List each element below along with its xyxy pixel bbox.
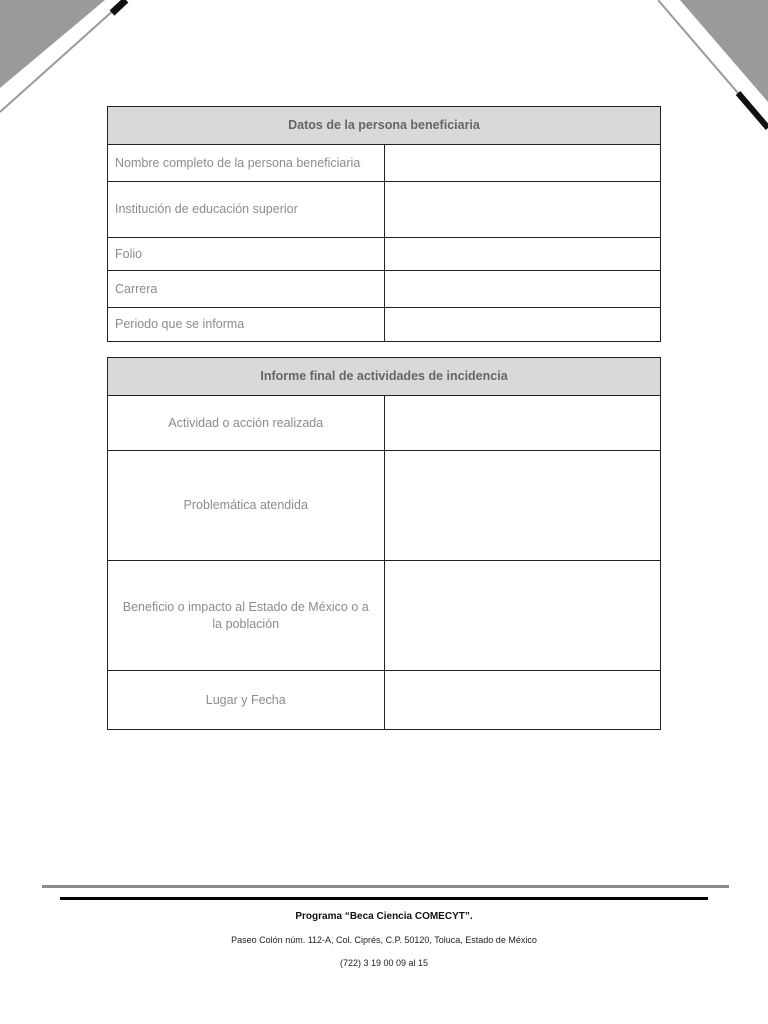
- label-folio: Folio: [108, 238, 385, 271]
- field-problem[interactable]: [384, 451, 661, 561]
- field-place-date[interactable]: [384, 671, 661, 730]
- label-period: Periodo que se informa: [108, 308, 385, 342]
- footer-divider-gray: [42, 885, 729, 888]
- final-report-table: [107, 357, 661, 730]
- report-table-header: Informe final de actividades de incidencia: [108, 358, 661, 396]
- label-activity: Actividad o acción realizada: [108, 396, 385, 451]
- label-benefit: Beneficio o impacto al Estado de México o a la población: [108, 561, 385, 671]
- label-institution: Institución de educación superior: [108, 182, 385, 238]
- field-career[interactable]: [384, 271, 661, 308]
- beneficiary-table-header: Datos de la persona beneficiaria: [108, 107, 661, 145]
- field-benefit[interactable]: [384, 561, 661, 671]
- footer-phone: (722) 3 19 00 09 al 15: [339, 958, 429, 968]
- field-full-name[interactable]: [384, 145, 661, 182]
- footer-program-title: Programa “Beca Ciencia COMECYT”.: [295, 911, 473, 922]
- label-problem: Problemática atendida: [108, 451, 385, 561]
- label-career: Carrera: [108, 271, 385, 308]
- footer-divider-black: [60, 897, 708, 900]
- footer-address: Paseo Colón núm. 112-A, Col. Ciprés, C.P. 50120, Toluca, Estado de México: [231, 935, 537, 945]
- field-period[interactable]: [384, 308, 661, 342]
- field-institution[interactable]: [384, 182, 661, 238]
- field-activity[interactable]: [384, 396, 661, 451]
- corner-decoration-left: [0, 0, 140, 120]
- label-place-date: Lugar y Fecha: [108, 671, 385, 730]
- beneficiary-data-table: [107, 106, 661, 342]
- field-folio[interactable]: [384, 238, 661, 271]
- corner-decoration-right: [658, 0, 768, 135]
- label-full-name: Nombre completo de la persona beneficiaria: [108, 145, 385, 182]
